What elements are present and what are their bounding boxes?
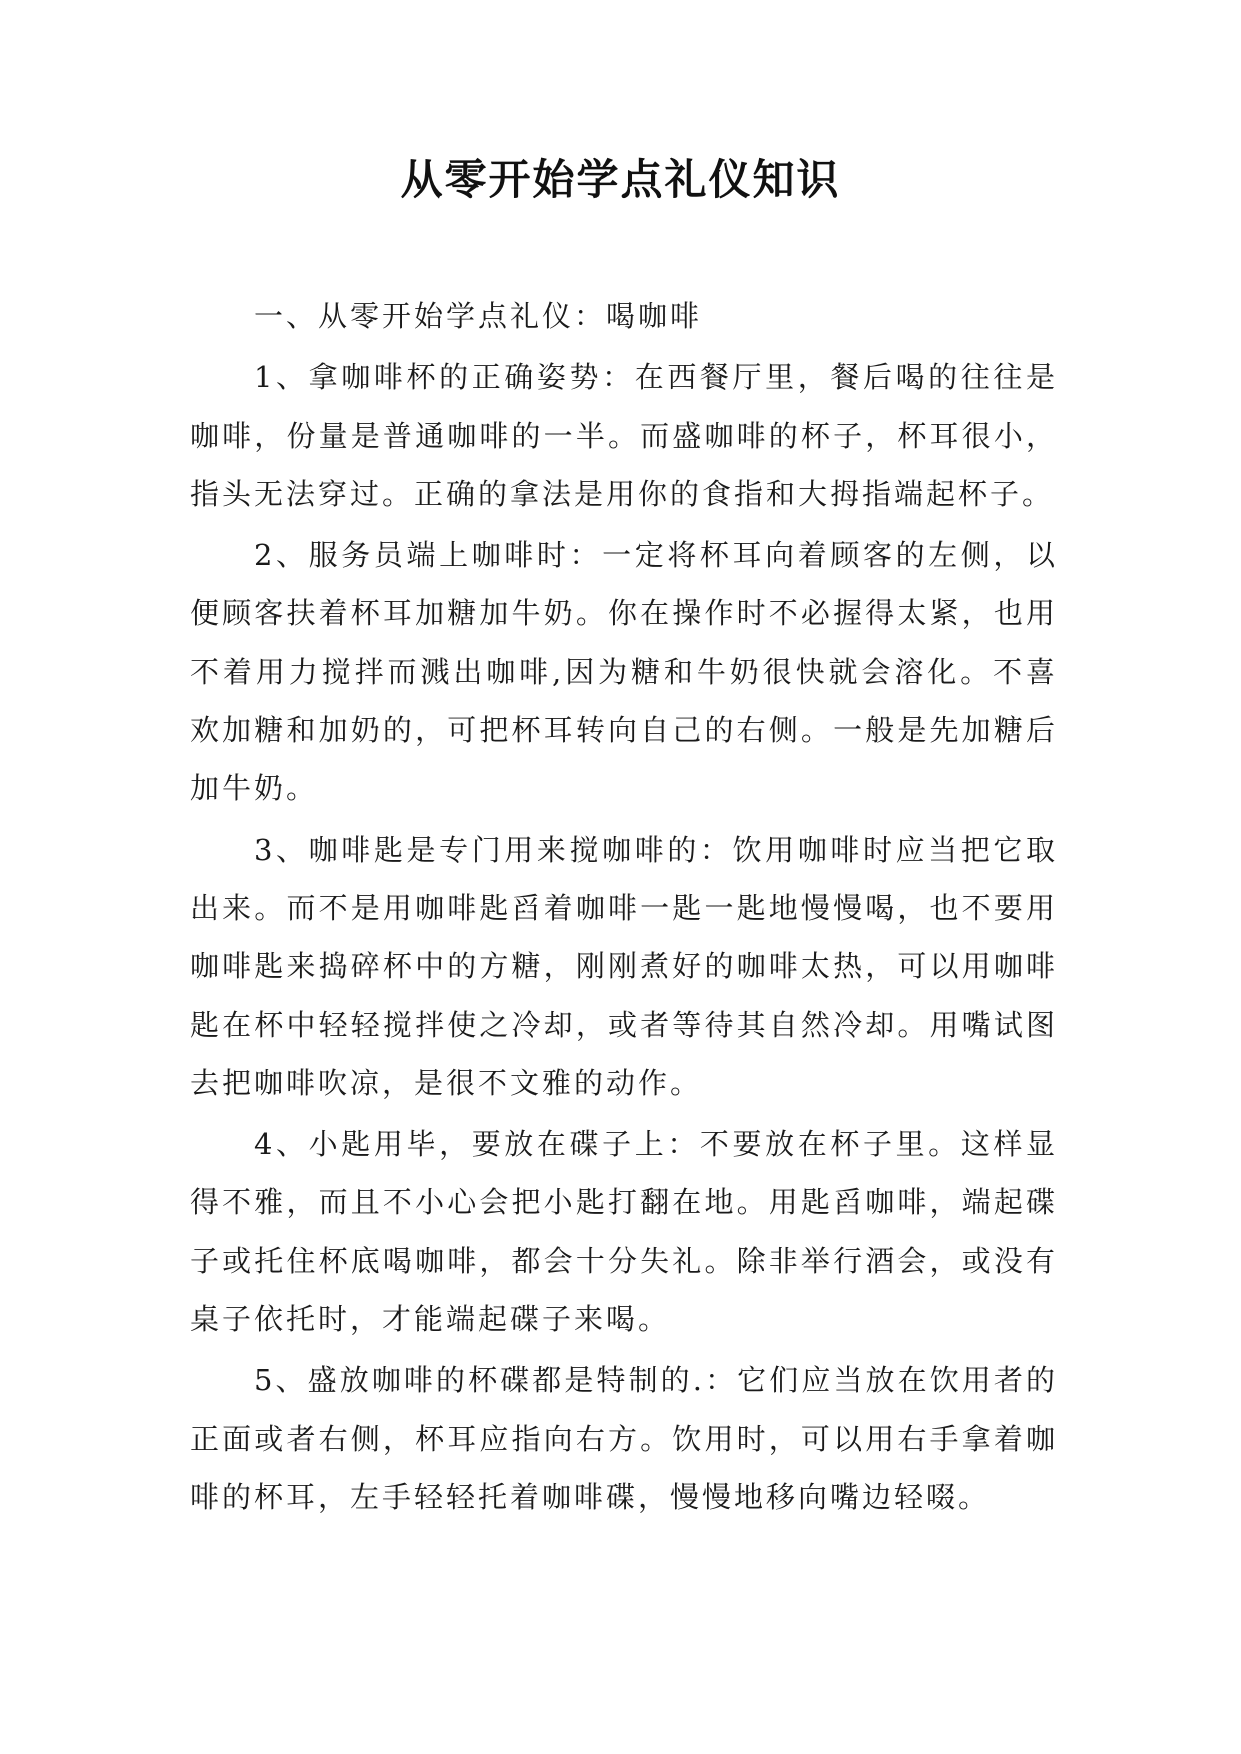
document-title: 从零开始学点礼仪知识: [400, 155, 841, 204]
paragraph-3: 3、咖啡匙是专门用来搅咖啡的：饮用咖啡时应当把它取出来。而不是用咖啡匙舀着咖啡一匙一匙地慢慢喝，也不要用咖啡匙来捣碎杯中的方糖，刚刚煮好的咖啡太热，可以用咖啡匙在杯中轻轻搅拌使之冷却，或者等待其自然冷却。用嘴试图去把咖啡吹凉，是很不文雅的动作。: [190, 832, 1058, 1100]
section-heading: 一、从零开始学点礼仪：喝咖啡: [254, 299, 703, 333]
paragraph-4: 4、小匙用毕，要放在碟子上：不要放在杯子里。这样显得不雅，而且不小心会把小匙打翻在地。用匙舀咖啡，端起碟子或托住杯底喝咖啡，都会十分失礼。除非举行酒会，或没有桌子依托时，才能端起碟子来喝。: [190, 1127, 1058, 1337]
paragraph-2: 2、服务员端上咖啡时：一定将杯耳向着顾客的左侧，以便顾客扶着杯耳加糖加牛奶。你在操作时不必握得太紧，也用不着用力搅拌而溅出咖啡,因为糖和牛奶很快就会溶化。不喜欢加糖和加奶的，可把杯耳转向自己的右侧。一般是先加糖后加牛奶。: [190, 538, 1058, 806]
paragraph-1: 1、拿咖啡杯的正确姿势：在西餐厅里，餐后喝的往往是咖啡，份量是普通咖啡的一半。而盛咖啡的杯子，杯耳很小，指头无法穿过。正确的拿法是用你的食指和大拇指端起杯子。: [190, 360, 1058, 511]
paragraph-5: 5、盛放咖啡的杯碟都是特制的.：它们应当放在饮用者的正面或者右侧，杯耳应指向右方。饮用时，可以用右手拿着咖啡的杯耳，左手轻轻托着咖啡碟，慢慢地移向嘴边轻啜。: [190, 1363, 1058, 1514]
document-body: [190, 287, 1058, 1529]
